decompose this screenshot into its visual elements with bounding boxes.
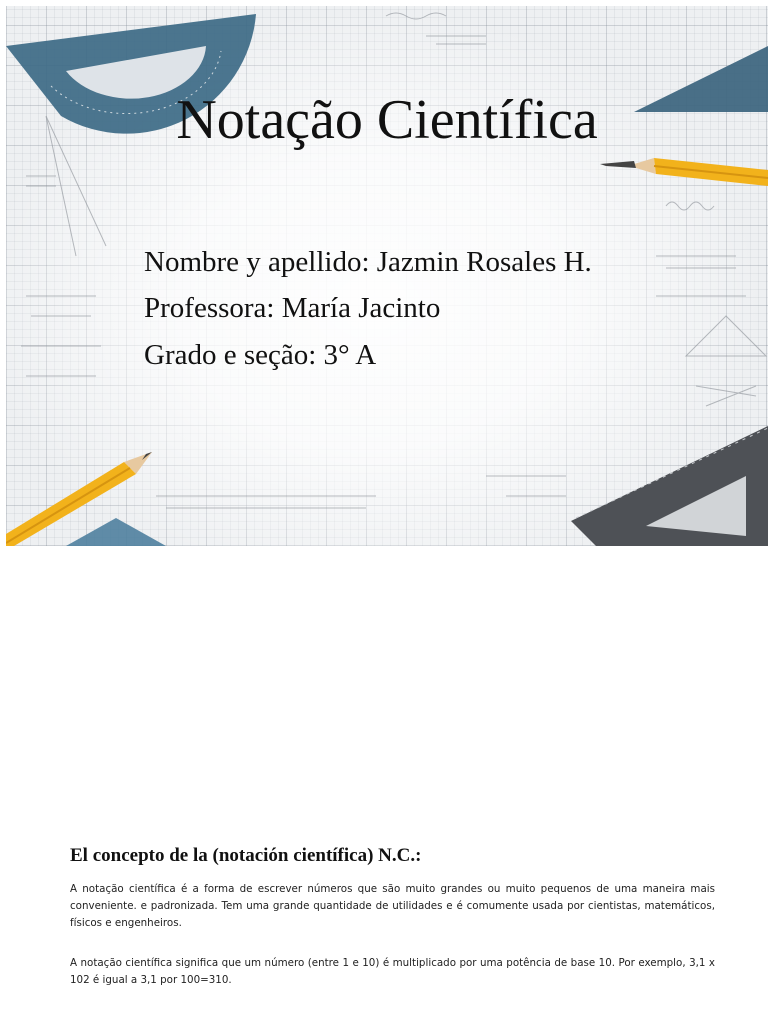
pencil-top-right bbox=[600, 158, 768, 186]
set-square-bottom-right bbox=[571, 426, 768, 546]
teacher-name: Professora: María Jacinto bbox=[144, 292, 441, 324]
grade-section: Grado e seção: 3° A bbox=[144, 339, 377, 371]
ruler-bottom-left bbox=[66, 518, 166, 546]
concept-section bbox=[70, 845, 715, 989]
concept-heading: El concepto de la (notación científica) N.C.: bbox=[70, 845, 422, 866]
cover-slide bbox=[6, 6, 768, 546]
concept-paragraph-2: A notação científica significa que um número (entre 1 e 10) é multiplicado por uma potência de base 10. Por exemplo, 3,1 x 102 é igual a 3,1 por 100=310. bbox=[70, 957, 715, 986]
document-title: Notação Científica bbox=[176, 89, 598, 151]
concept-paragraph-1: A notação científica é a forma de escrever números que são muito grandes ou muito pequenos de uma maneira mais conveniente. e padronizada. Tem uma grande quantidade de utilidades e é comumente usada por cientistas, matemáticos, físicos e engenheiros. bbox=[70, 883, 715, 929]
student-name: Nombre y apellido: Jazmin Rosales H. bbox=[144, 246, 592, 278]
